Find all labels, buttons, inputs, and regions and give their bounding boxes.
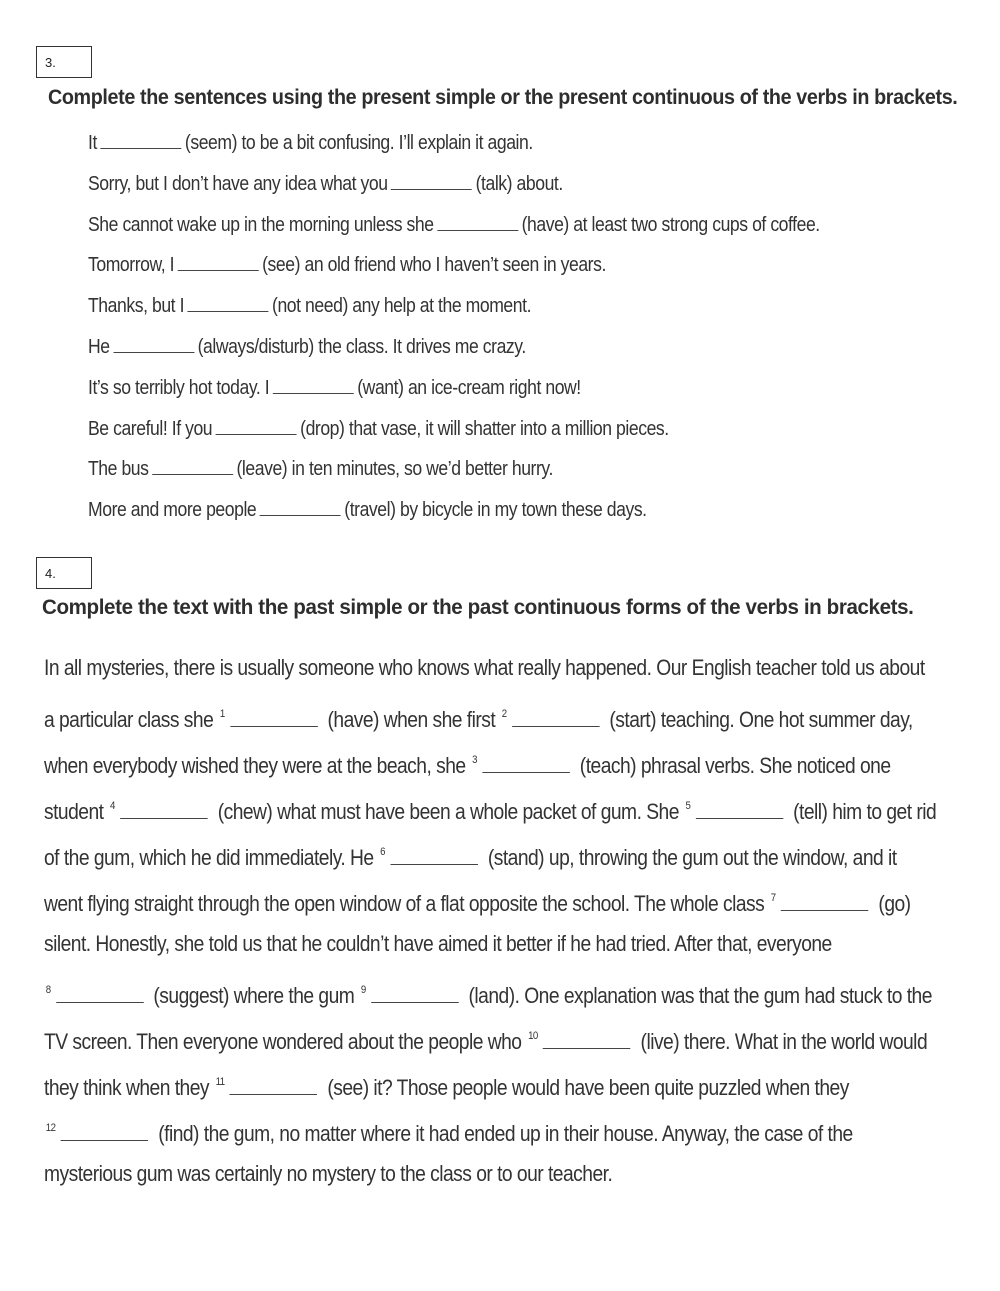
sentence-text-after: (travel) by bicycle in my town these days.: [344, 499, 647, 522]
sentence-text-before: It’s so terribly hot today. I: [88, 376, 270, 399]
sentence-text-before: Be careful! If you: [88, 417, 213, 440]
sentence-text-before: He: [88, 336, 110, 358]
gap-number: 3: [472, 754, 477, 766]
gap-text-segment: (go): [873, 891, 911, 916]
gap-text-segment: (suggest) where the gum: [148, 983, 360, 1008]
exercise-3-instruction: Complete the sentences using the present simple or the present continuous of the verbs in brackets.: [48, 86, 958, 109]
sentence-text-before: It: [88, 132, 97, 154]
gap-blank[interactable]: [230, 708, 318, 727]
sentence-text-before: More and more people: [88, 499, 257, 522]
sentence-text: [88, 130, 533, 155]
answer-blank[interactable]: [437, 212, 518, 231]
gap-number: 2: [501, 708, 507, 720]
gap-blank[interactable]: [781, 892, 869, 911]
gap-number: 11: [215, 1076, 225, 1088]
gap-text-segment: (find) the gum, no matter where it had ended up in their house. Anyway, the case of the: [153, 1121, 853, 1146]
gap-text-segment: (chew) what must have been a whole packet of gum. She: [212, 799, 684, 824]
sentence-text-after: (talk) about.: [475, 172, 563, 195]
gap-blank[interactable]: [56, 984, 144, 1003]
gap-text-line: [44, 967, 937, 1013]
gap-text-line: [44, 1013, 937, 1059]
gap-text-segment: (teach) phrasal verbs. She noticed one: [574, 753, 891, 778]
gap-text-line: [44, 1059, 937, 1105]
gap-text-segment: mysterious gum was certainly no mystery to the class or to our teacher.: [44, 1161, 613, 1186]
answer-blank[interactable]: [216, 416, 297, 435]
sentence-text: [88, 497, 647, 522]
gap-text-segment: (land). One explanation was that the gum had stuck to the: [463, 983, 932, 1008]
gap-blank[interactable]: [512, 708, 600, 727]
gap-text-segment: (stand) up, throwing the gum out the window, and it: [483, 845, 897, 870]
sentence-text-after: (leave) in ten minutes, so we’d better hurry.: [236, 458, 553, 481]
answer-blank[interactable]: [152, 456, 233, 475]
sentence-text-before: Tomorrow, I: [88, 254, 175, 277]
gap-blank[interactable]: [390, 846, 478, 865]
gap-blank[interactable]: [371, 984, 459, 1003]
sentence-text: [88, 334, 526, 359]
answer-blank[interactable]: [273, 375, 354, 394]
gap-blank[interactable]: [696, 800, 784, 819]
answer-blank[interactable]: [391, 171, 472, 190]
exercise-4-gap-text: [44, 645, 937, 1197]
gap-text-line: [44, 921, 937, 967]
answer-blank[interactable]: [260, 497, 341, 516]
sentence-text: [88, 293, 531, 318]
sentence-text-after: (want) an ice-cream right now!: [357, 376, 581, 399]
gap-number: 1: [219, 708, 225, 720]
gap-text-segment: of the gum, which he did immediately. He: [44, 845, 379, 870]
gap-text-segment: (start) teaching. One hot summer day,: [604, 707, 913, 732]
answer-blank[interactable]: [113, 334, 194, 353]
sentence-text-after: (not need) any help at the moment.: [272, 295, 532, 318]
gap-number: 5: [685, 800, 691, 812]
gap-text-line: [44, 737, 937, 783]
gap-text-segment: went flying straight through the open window of a flat opposite the school. The whole class: [44, 891, 770, 916]
gap-blank[interactable]: [120, 800, 208, 819]
exercise-4-number-box: 4.: [36, 557, 92, 589]
gap-text-segment: TV screen. Then everyone wondered about the people who: [44, 1029, 527, 1054]
gap-text-segment: they think when they: [44, 1075, 214, 1100]
gap-text-line: [44, 1105, 937, 1151]
sentence-text-after: (seem) to be a bit confusing. I’ll explain it again.: [184, 132, 533, 154]
sentence-text: [88, 171, 563, 196]
gap-number: 10: [528, 1030, 538, 1042]
gap-text-line: [44, 829, 937, 875]
gap-blank[interactable]: [61, 1122, 149, 1141]
gap-number: 12: [45, 1122, 56, 1134]
gap-text-line: [44, 783, 937, 829]
sentence-text: [88, 456, 553, 481]
gap-text-line: [44, 645, 937, 691]
gap-text-line: [44, 691, 937, 737]
gap-number: 4: [110, 800, 115, 812]
gap-text-segment: when everybody wished they were at the beach, she: [44, 753, 471, 778]
sentence-text-after: (see) an old friend who I haven’t seen in years.: [262, 254, 606, 277]
gap-blank[interactable]: [230, 1076, 318, 1095]
gap-text-line: [44, 875, 937, 921]
sentence-text: [88, 416, 669, 441]
gap-number: 7: [770, 892, 776, 904]
sentence-text-after: (have) at least two strong cups of coffee.: [521, 213, 820, 236]
gap-number: 6: [380, 846, 386, 858]
gap-text-line: [44, 1151, 937, 1197]
sentence-text: [88, 212, 820, 237]
gap-text-segment: silent. Honestly, she told us that he couldn’t have aimed it better if he had tried. After that, everyone: [44, 931, 832, 956]
sentence-text-before: The bus: [88, 458, 149, 481]
sentence-text-after: (drop) that vase, it will shatter into a million pieces.: [300, 417, 669, 440]
gap-blank[interactable]: [482, 754, 570, 773]
gap-number: 9: [360, 984, 366, 996]
answer-blank[interactable]: [100, 130, 181, 149]
gap-text-segment: student: [44, 799, 109, 824]
gap-text-segment: In all mysteries, there is usually someone who knows what really happened. Our English teacher told us about: [44, 655, 925, 680]
gap-text-segment: (see) it? Those people would have been quite puzzled when they: [322, 1075, 849, 1100]
gap-number: 8: [45, 984, 51, 996]
sentence-text-before: Thanks, but I: [88, 295, 185, 318]
answer-blank[interactable]: [178, 252, 259, 271]
sentence-text: [88, 375, 581, 400]
gap-text-segment: (tell) him to get rid: [788, 799, 937, 824]
answer-blank[interactable]: [188, 293, 269, 312]
gap-text-segment: a particular class she: [44, 707, 219, 732]
exercise-4-instruction: Complete the text with the past simple or the past continuous forms of the verbs in brackets.: [42, 596, 914, 619]
sentence-text-before: Sorry, but I don’t have any idea what you: [88, 172, 388, 195]
gap-text-segment: (live) there. What in the world would: [635, 1029, 928, 1054]
gap-blank[interactable]: [543, 1030, 631, 1049]
sentence-text-before: She cannot wake up in the morning unless she: [88, 213, 434, 236]
gap-text-segment: (have) when she first: [322, 707, 500, 732]
sentence-text: [88, 252, 606, 277]
sentence-text-after: (always/disturb) the class. It drives me crazy.: [197, 336, 526, 358]
exercise-3-number-box: 3.: [36, 46, 92, 78]
